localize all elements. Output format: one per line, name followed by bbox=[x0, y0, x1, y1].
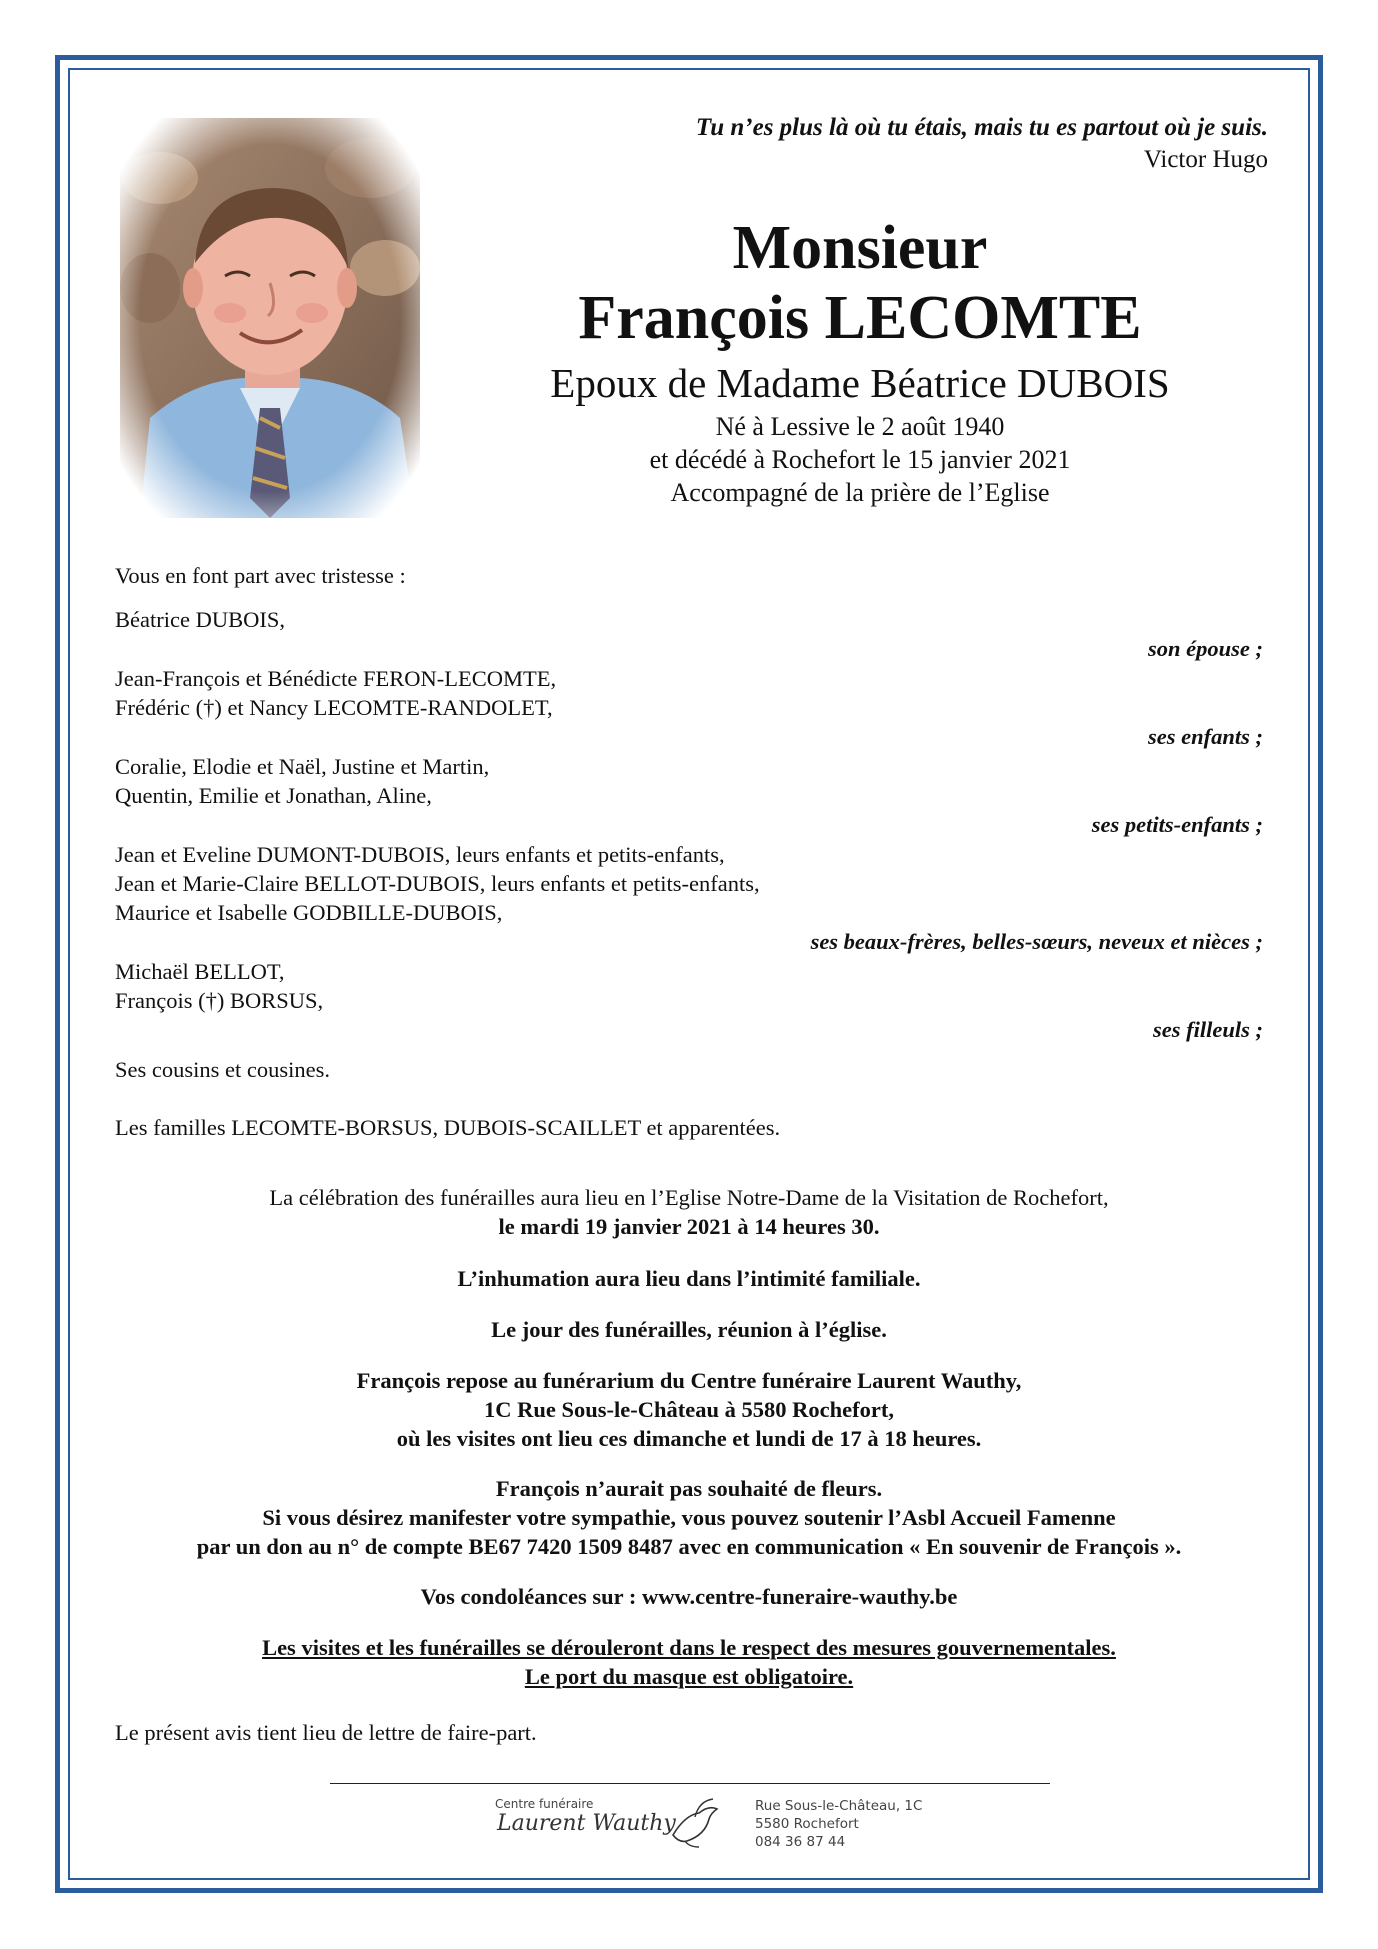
funerarium-line: 1C Rue Sous-le-Château à 5580 Rochefort, bbox=[484, 1397, 894, 1422]
address-line: 5580 Rochefort bbox=[755, 1816, 859, 1832]
family-group bbox=[115, 840, 1263, 956]
family-line: Michaël BELLOT, bbox=[115, 959, 285, 984]
address-line: Rue Sous-le-Château, 1C bbox=[755, 1798, 923, 1814]
birth-line: Né à Lessive le 2 août 1940 bbox=[715, 412, 1005, 441]
deceased-title: Monsieur bbox=[732, 214, 988, 282]
logo-caption: Centre funéraire bbox=[495, 1797, 594, 1811]
prayer-line: Accompagné de la prière de l’Eglise bbox=[670, 478, 1050, 507]
family-role: ses filleuls ; bbox=[1153, 1017, 1263, 1042]
family-line: Quentin, Emilie et Jonathan, Aline, bbox=[115, 783, 432, 808]
measures-block bbox=[120, 1633, 1258, 1691]
faire-part-notice: Le présent avis tient lieu de lettre de faire-part. bbox=[115, 1720, 537, 1745]
family-line: François (†) BORSUS, bbox=[115, 988, 324, 1013]
family-line: Coralie, Elodie et Naël, Justine et Martin, bbox=[115, 754, 490, 779]
logo-wordmark: Laurent Wauthy bbox=[497, 1811, 676, 1836]
quote-author: Victor Hugo bbox=[1143, 146, 1268, 173]
family-line: Jean et Marie-Claire BELLOT-DUBOIS, leurs enfants et petits-enfants, bbox=[115, 871, 760, 896]
flowers-line: Si vous désirez manifester votre sympathie, vous pouvez soutenir l’Asbl Accueil Famenne bbox=[262, 1505, 1116, 1530]
family-line: Jean-François et Bénédicte FERON-LECOMTE, bbox=[115, 666, 557, 691]
burial-block bbox=[120, 1264, 1258, 1293]
flowers-block bbox=[120, 1474, 1258, 1561]
life-details bbox=[490, 410, 1230, 509]
spouse-line: Epoux de Madame Béatrice DUBOIS bbox=[550, 360, 1170, 406]
celebration-block bbox=[120, 1183, 1258, 1241]
family-line: Jean et Eveline DUMONT-DUBOIS, leurs enfants et petits-enfants, bbox=[115, 842, 725, 867]
family-role: son épouse ; bbox=[1147, 636, 1263, 661]
measures-line: Le port du masque est obligatoire. bbox=[524, 1664, 854, 1689]
cousins-line: Ses cousins et cousines. bbox=[115, 1057, 330, 1082]
portrait-photo bbox=[120, 118, 420, 518]
celebration-date: le mardi 19 janvier 2021 à 14 heures 30. bbox=[498, 1214, 880, 1239]
epigraph bbox=[696, 112, 1268, 176]
family-line: Frédéric (†) et Nancy LECOMTE-RANDOLET, bbox=[115, 695, 553, 720]
flowers-line: François n’aurait pas souhaité de fleurs. bbox=[495, 1476, 883, 1501]
meeting-text: Le jour des funérailles, réunion à l’église. bbox=[491, 1317, 887, 1342]
family-role: ses beaux-frères, belles-sœurs, neveux et nièces ; bbox=[810, 929, 1263, 954]
funerarium-line: où les visites ont lieu ces dimanche et lundi de 17 à 18 heures. bbox=[396, 1426, 982, 1451]
meeting-block bbox=[120, 1315, 1258, 1344]
condolences-text: Vos condoléances sur : www.centre-funeraire-wauthy.be bbox=[420, 1584, 958, 1609]
phone-number: 084 36 87 44 bbox=[755, 1834, 846, 1850]
funeral-home-logo bbox=[495, 1795, 935, 1855]
funerarium-line: François repose au funérarium du Centre funéraire Laurent Wauthy, bbox=[356, 1368, 1022, 1393]
family-group bbox=[115, 605, 1263, 663]
quote-text: Tu n’es plus là où tu étais, mais tu es partout où je suis. bbox=[695, 114, 1268, 141]
footer-divider bbox=[330, 1783, 1050, 1784]
family-group bbox=[115, 664, 1263, 751]
deceased-name: François LECOMTE bbox=[578, 284, 1142, 352]
families-line: Les familles LECOMTE-BORSUS, DUBOIS-SCAILLET et apparentées. bbox=[115, 1115, 781, 1140]
family-intro: Vous en font part avec tristesse : bbox=[115, 563, 406, 588]
family-line: Maurice et Isabelle GODBILLE-DUBOIS, bbox=[115, 900, 503, 925]
measures-line: Les visites et les funérailles se dérouleront dans le respect des mesures gouvernementales. bbox=[262, 1635, 1116, 1660]
dove-icon bbox=[665, 1795, 723, 1851]
funeral-home-address bbox=[755, 1797, 922, 1851]
family-role: ses petits-enfants ; bbox=[1091, 812, 1263, 837]
flowers-line: par un don au n° de compte BE67 7420 1509 8487 avec en communication « En souvenir de François ». bbox=[196, 1534, 1182, 1559]
condolences-block bbox=[120, 1582, 1258, 1611]
death-line: et décédé à Rochefort le 15 janvier 2021 bbox=[649, 445, 1071, 474]
celebration-text: La célébration des funérailles aura lieu en l’Eglise Notre-Dame de la Visitation de Rochefort, bbox=[269, 1185, 1109, 1210]
family-group bbox=[115, 752, 1263, 839]
family-line: Béatrice DUBOIS, bbox=[115, 607, 285, 632]
family-group bbox=[115, 957, 1263, 1044]
burial-text: L’inhumation aura lieu dans l’intimité familiale. bbox=[457, 1266, 921, 1291]
funerarium-block bbox=[120, 1366, 1258, 1453]
family-role: ses enfants ; bbox=[1147, 724, 1263, 749]
